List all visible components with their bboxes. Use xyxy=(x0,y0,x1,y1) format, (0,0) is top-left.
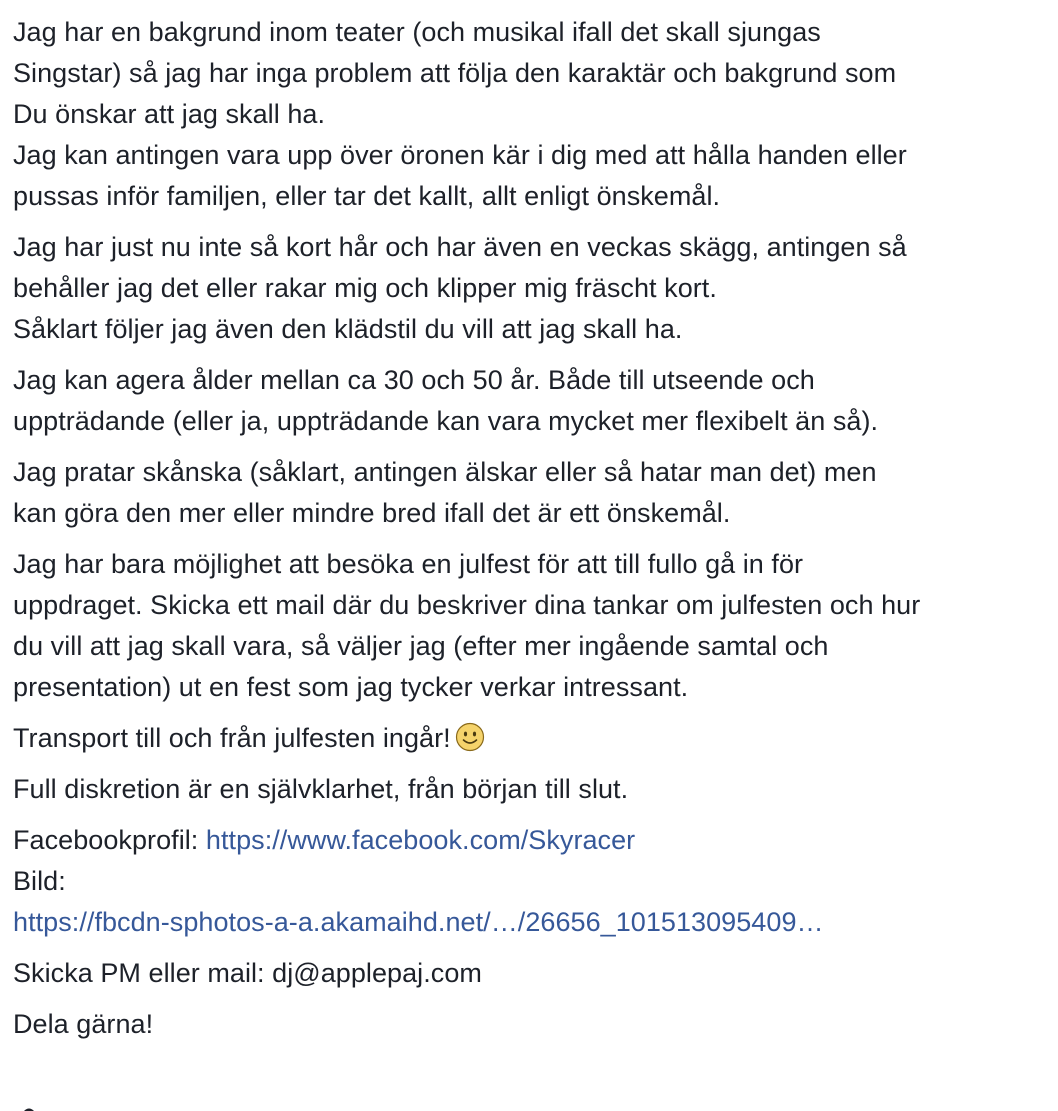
post-text-line: presentation) ut en fest som jag tycker verkar intressant. xyxy=(13,672,689,702)
paragraph-discretion xyxy=(13,769,1044,810)
paragraph-transport xyxy=(13,718,1044,759)
post-text-line: Singstar) så jag har inga problem att följa den karaktär och bakgrund som xyxy=(13,58,897,88)
profile-link[interactable]: https://www.facebook.com/Skyracer xyxy=(205,825,636,855)
image-link[interactable]: https://fbcdn-sphotos-a-a.akamaihd.net/…/26656_101513095409… xyxy=(13,907,824,937)
post-text-line: Jag pratar skånska (såklart, antingen älskar eller så hatar man det) men xyxy=(13,457,877,487)
paragraph-age xyxy=(13,360,1044,442)
profile-line xyxy=(13,820,1044,861)
post-text-line: uppträdande (eller ja, uppträdande kan vara mycket mer flexibelt än så). xyxy=(13,406,879,436)
paragraph-links xyxy=(13,820,1044,943)
paragraph-contact xyxy=(13,953,1044,994)
paragraph-background xyxy=(13,12,1044,217)
discretion-text: Full diskretion är en självklarhet, från början till slut. xyxy=(13,774,629,804)
share-text: Dela gärna! xyxy=(13,1009,154,1039)
profile-label: Facebookprofil: xyxy=(13,825,206,855)
post-text-line: du vill att jag skall vara, så väljer jag (efter mer ingående samtal och xyxy=(13,631,829,661)
paragraph-dialect xyxy=(13,452,1044,534)
image-line xyxy=(13,902,1044,943)
smiley-emoji-icon xyxy=(455,722,485,752)
paragraph-booking xyxy=(13,544,1044,708)
post-text-line: behåller jag det eller rakar mig och klipper mig fräscht kort. xyxy=(13,273,717,303)
post-text-line: Jag har en bakgrund inom teater (och musikal ifall det skall sjungas xyxy=(13,17,821,47)
contact-text: Skicka PM eller mail: dj@applepaj.com xyxy=(13,958,482,988)
image-label: Bild: xyxy=(13,866,66,896)
post-text-line: Du önskar att jag skall ha. xyxy=(13,99,326,129)
post-text-line: Jag kan agera ålder mellan ca 30 och 50 år. Både till utseende och xyxy=(13,365,815,395)
post-text-line: pussas inför familjen, eller tar det kallt, allt enligt önskemål. xyxy=(13,181,721,211)
post-text-line: Såklart följer jag även den klädstil du vill att jag skall ha. xyxy=(13,314,683,344)
paragraph-share xyxy=(13,1004,1044,1045)
post-text-line: uppdraget. Skicka ett mail där du beskriver dina tankar om julfesten och hur xyxy=(13,590,921,620)
post-text-line: Jag har just nu inte så kort hår och har även en veckas skägg, antingen så xyxy=(13,232,907,262)
transport-text: Transport till och från julfesten ingår! xyxy=(13,723,451,753)
post-text-line: kan göra den mer eller mindre bred ifall det är ett önskemål. xyxy=(13,498,731,528)
paragraph-appearance xyxy=(13,227,1044,350)
post-text-line: Jag har bara möjlighet att besöka en julfest för att till fullo gå in för xyxy=(13,549,804,579)
post-text-line: Jag kan antingen vara upp över öronen kär i dig med att hålla handen eller xyxy=(13,140,907,170)
cropped-glyph-icon xyxy=(22,1106,36,1111)
